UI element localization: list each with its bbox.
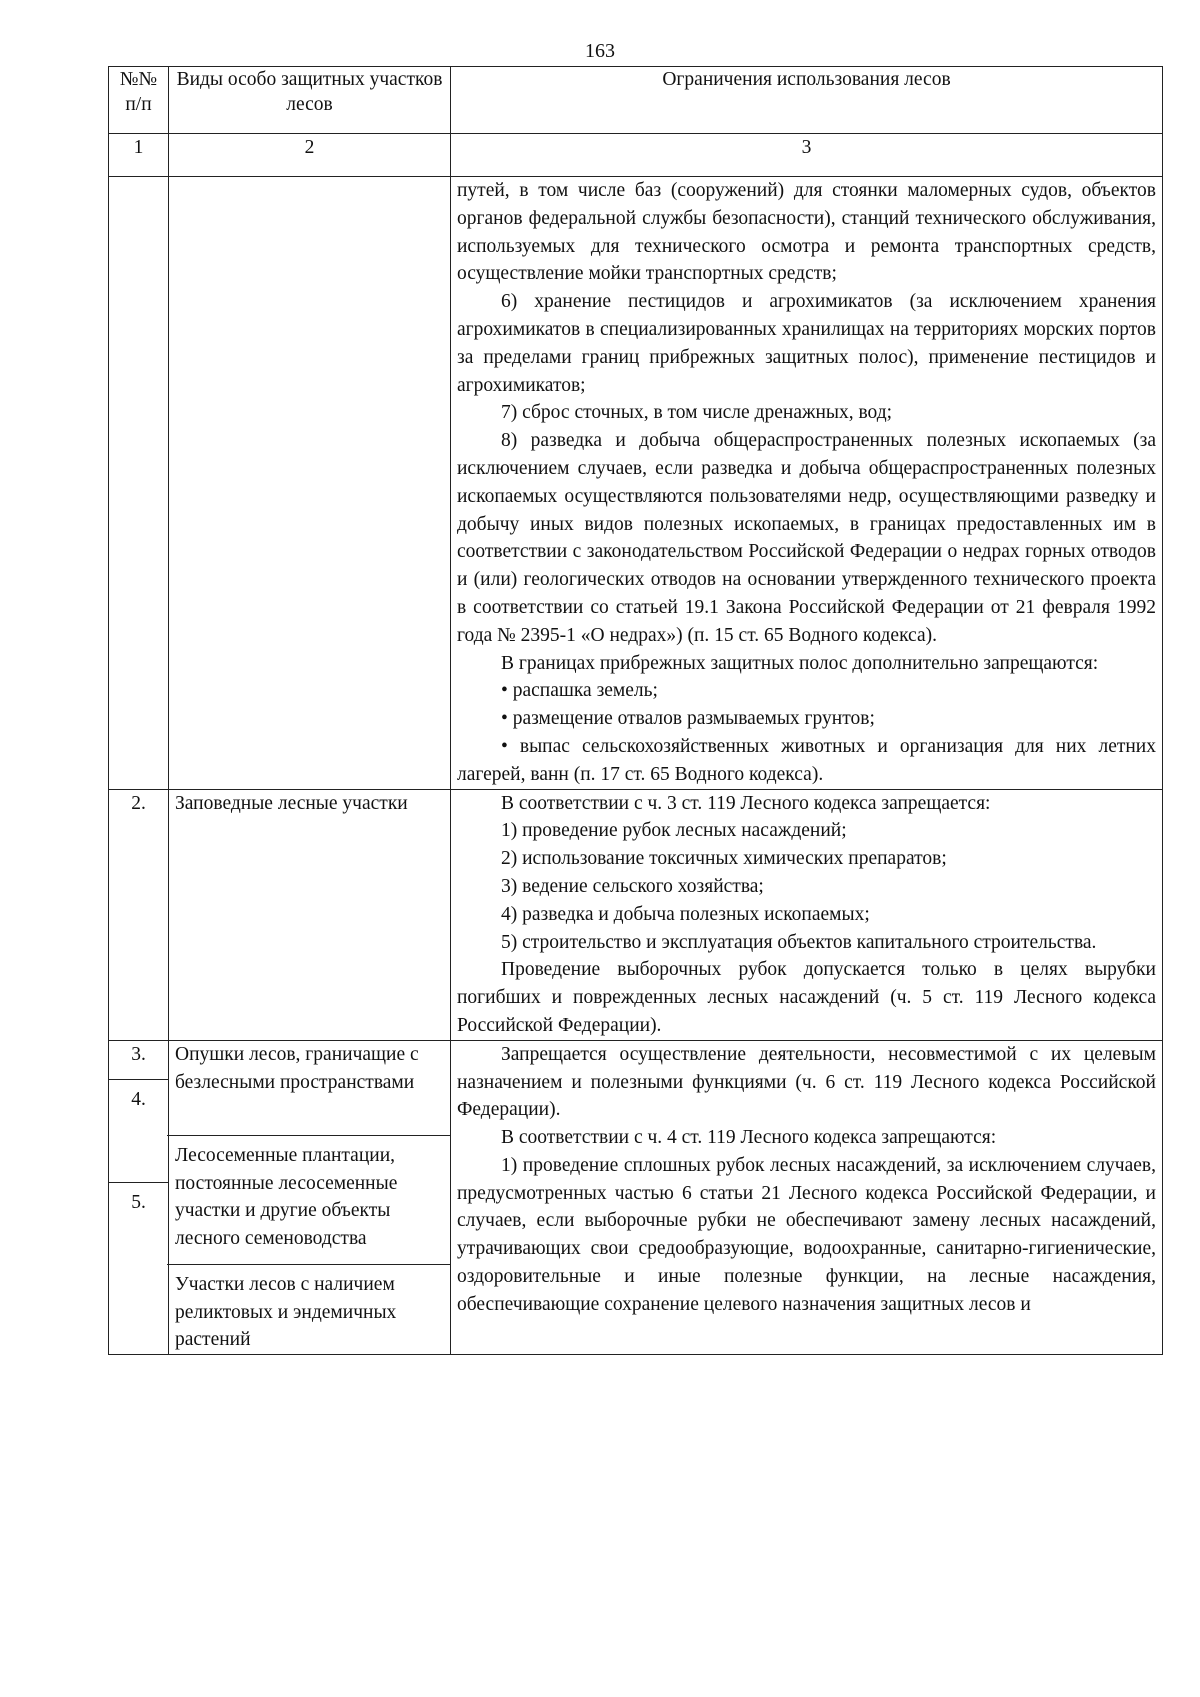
- row-number: 4.: [131, 1088, 146, 1110]
- paragraph: 3) ведение сельского хозяйства;: [501, 875, 764, 897]
- row-number: 2.: [109, 789, 169, 1040]
- header-kind: Виды особо защитных участков лесов: [169, 67, 451, 134]
- paragraph: В соответствии с ч. 3 ст. 119 Лесного кодекса запрещается:: [501, 792, 991, 814]
- paragraph: 1) проведение сплошных рубок лесных насаждений, за исключением случаев, предусмотренных частью 6 статьи 21 Лесного кодекса Российской Федерации, и случаев, если выборочные рубки не обеспечивают замену лесных насаждений, утрачивающих свои средообразующие, водоохранные, санитарно-гигиенические, оздоровительные и иные полезные функции, на лесные насаждения, обеспечивающие сохранение целевого назначения защитных лесов и: [457, 1154, 1156, 1315]
- row-number: [109, 177, 169, 790]
- bullet-item: • распашка земель;: [501, 680, 658, 702]
- paragraph: В соответствии с ч. 4 ст. 119 Лесного кодекса запрещаются:: [501, 1127, 997, 1149]
- row-number: 3.: [131, 1043, 146, 1065]
- table-row: [109, 1040, 1163, 1354]
- paragraph: 4) разведка и добыча полезных ископаемых;: [501, 903, 870, 925]
- row-restrictions: [451, 1040, 1163, 1354]
- paragraph: путей, в том числе баз (сооружений) для стоянки маломерных судов, объектов органов федеральной службы безопасности), станций технического обслуживания, используемых для технического осмотра и ремонта транспортных средств, осуществление мойки транспортных средств;: [457, 180, 1156, 285]
- paragraph: 1) проведение рубок лесных насаждений;: [501, 820, 847, 842]
- bullet-item: • выпас сельскохозяйственных животных и организация для них летних лагерей, ванн (п. 17 ст. 65 Водного кодекса).: [457, 735, 1156, 785]
- restrictions-table: [108, 66, 1163, 1355]
- paragraph: 7) сброс сточных, в том числе дренажных, вод;: [501, 402, 893, 424]
- paragraph: Проведение выборочных рубок допускается только в целях вырубки погибших и поврежденных лесных насаждений (ч. 5 ст. 119 Лесного кодекса Российской Федерации).: [457, 959, 1156, 1036]
- row-kind: Опушки лесов, граничащие с безлесными пространствами: [175, 1043, 419, 1093]
- column-number: 3: [451, 134, 1163, 177]
- row-kind: Заповедные лесные участки: [169, 789, 451, 1040]
- column-number: 1: [109, 134, 169, 177]
- table-row: [109, 789, 1163, 1040]
- table-header-row: [109, 67, 1163, 134]
- bullet-item: • размещение отвалов размываемых грунтов;: [501, 708, 875, 730]
- paragraph: 2) использование токсичных химических препаратов;: [501, 848, 947, 870]
- paragraph: 6) хранение пестицидов и агрохимикатов (за исключением хранения агрохимикатов в специализированных хранилищах на территориях морских портов за пределами границ прибрежных защитных полос), применение пестицидов и агрохимикатов;: [457, 291, 1156, 396]
- table-row: [109, 177, 1163, 790]
- row-restrictions: [451, 789, 1163, 1040]
- paragraph: 5) строительство и эксплуатация объектов капитального строительства.: [501, 931, 1097, 953]
- header-number: №№ п/п: [109, 67, 169, 134]
- paragraph: В границах прибрежных защитных полос дополнительно запрещаются:: [501, 652, 1099, 674]
- row-kind: Участки лесов с наличием реликтовых и эндемичных растений: [175, 1273, 397, 1351]
- row-restrictions: [451, 177, 1163, 790]
- column-number-row: [109, 134, 1163, 177]
- row-number-column: [109, 1040, 169, 1354]
- row-kind: Лесосеменные плантации, постоянные лесосеменные участки и другие объекты лесного семеноводства: [175, 1144, 398, 1250]
- page-number: 163: [585, 40, 615, 62]
- header-restrictions: Ограничения использования лесов: [451, 67, 1163, 134]
- row-kind: [169, 177, 451, 790]
- column-number: 2: [169, 134, 451, 177]
- row-number: 5.: [131, 1191, 146, 1213]
- paragraph: 8) разведка и добыча общераспространенных полезных ископаемых (за исключением случаев, если разведка и добыча общераспространенных полезных ископаемых осуществляются пользователями недр, осуществляющими разведку и добычу иных видов полезных ископаемых, в границах предоставленных им в соответствии с законодательством Российской Федерации о недрах горных отводов и (или) геологических отводов на основании утвержденного технического проекта в соответствии со статьей 19.1 Закона Российской Федерации от 21 февраля 1992 года № 2395-1 «О недрах») (п. 15 ст. 65 Водного кодекса).: [457, 430, 1156, 646]
- row-kind-column: [169, 1040, 451, 1354]
- paragraph: Запрещается осуществление деятельности, несовместимой с их целевым назначением и полезными функциями (ч. 6 ст. 119 Лесного кодекса Российской Федерации).: [457, 1043, 1156, 1121]
